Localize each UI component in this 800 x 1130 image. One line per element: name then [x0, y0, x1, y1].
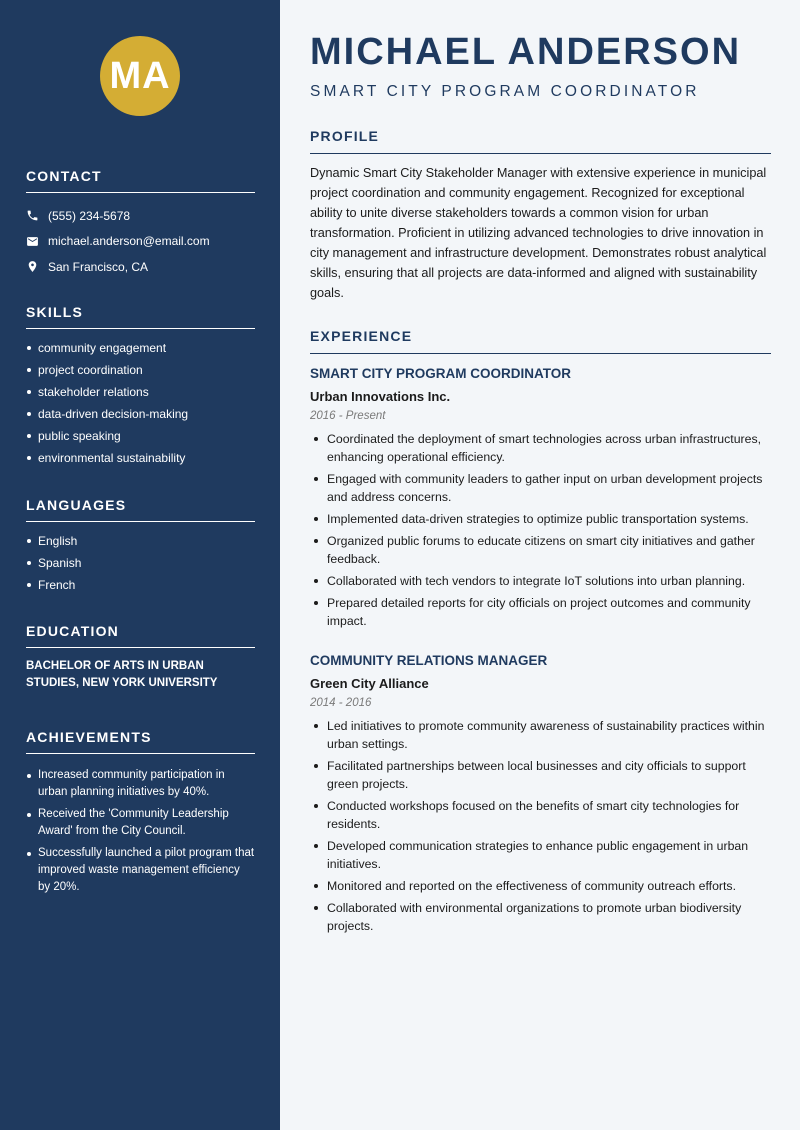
- experience-heading: EXPERIENCE: [310, 328, 771, 354]
- skill-item: environmental sustainability: [26, 448, 255, 470]
- contact-section: [26, 168, 255, 280]
- job-dates: 2014 - 2016: [310, 697, 372, 709]
- education-section: [26, 623, 255, 692]
- achievements-heading: ACHIEVEMENTS: [26, 729, 255, 754]
- job-bullet: Developed communication strategies to enhance public engagement in urban initiatives.: [310, 837, 771, 873]
- skill-item: stakeholder relations: [26, 382, 255, 404]
- job-bullet: Prepared detailed reports for city officials on project outcomes and community impact.: [310, 594, 771, 630]
- sidebar: [0, 0, 280, 1130]
- location-text: San Francisco, CA: [48, 259, 149, 274]
- contact-email: [26, 229, 255, 255]
- job-bullet: Conducted workshops focused on the benefits of smart city technologies for residents.: [310, 797, 771, 833]
- language-item: English: [26, 531, 255, 553]
- job-title: SMART CITY PROGRAM COORDINATOR: [310, 366, 572, 381]
- skill-item: project coordination: [26, 360, 255, 382]
- job-bullet: Facilitated partnerships between local businesses and city officials to support green projects.: [310, 757, 771, 793]
- achievements-section: [26, 729, 255, 901]
- job-company: Green City Alliance: [310, 676, 429, 691]
- candidate-name: MICHAEL ANDERSON: [310, 31, 742, 73]
- profile-heading: PROFILE: [310, 128, 771, 154]
- achievement-item: Increased community participation in urban planning initiatives by 40%.: [26, 767, 255, 801]
- job-dates: 2016 - Present: [310, 410, 386, 422]
- job-bullet: Organized public forums to educate citizens on smart city initiatives and gather feedback.: [310, 532, 771, 568]
- phone-icon: [26, 209, 39, 222]
- achievement-item: Received the 'Community Leadership Award' from the City Council.: [26, 806, 255, 840]
- phone-text: (555) 234-5678: [48, 208, 131, 223]
- avatar-initials: MA: [109, 54, 171, 97]
- job-bullet: Collaborated with environmental organizations to promote urban biodiversity projects.: [310, 899, 771, 935]
- job-bullet: Coordinated the deployment of smart technologies across urban infrastructures, enhancing operational efficiency.: [310, 430, 771, 466]
- achievement-item: Successfully launched a pilot program that improved waste management efficiency by 20%.: [26, 845, 255, 896]
- education-heading: EDUCATION: [26, 623, 255, 648]
- job-company: Urban Innovations Inc.: [310, 389, 451, 404]
- contact-location: [26, 254, 255, 280]
- avatar: [100, 36, 180, 116]
- email-icon: [26, 235, 39, 248]
- education-degree: BACHELOR OF ARTS IN URBAN STUDIES, NEW YORK UNIVERSITY: [26, 660, 218, 689]
- job-bullet: Collaborated with tech vendors to integrate IoT solutions into urban planning.: [310, 572, 771, 590]
- skill-item: community engagement: [26, 338, 255, 360]
- job-bullet: Engaged with community leaders to gather input on urban development projects and address concerns.: [310, 470, 771, 506]
- language-item: Spanish: [26, 553, 255, 575]
- skill-item: data-driven decision-making: [26, 404, 255, 426]
- job-entry: [310, 653, 771, 939]
- location-pin-icon: [26, 260, 39, 273]
- profile-text: Dynamic Smart City Stakeholder Manager with extensive experience in municipal project coordination and community engagement. Recognized for exceptional ability to unite diverse stakeholders towards a common vision for urban transformation. Proficient in utilizing advanced technologies to drive innovation in city management and infrastructure development. Demonstrates robust analytical skills, ensuring that all projects are data-informed and aligned with sustainability goals.: [310, 166, 767, 300]
- skills-section: [26, 304, 255, 470]
- contact-heading: CONTACT: [26, 168, 255, 193]
- job-entry: [310, 366, 771, 634]
- skill-item: public speaking: [26, 426, 255, 448]
- language-item: French: [26, 575, 255, 597]
- email-text: michael.anderson@email.com: [48, 234, 210, 249]
- languages-heading: LANGUAGES: [26, 497, 255, 522]
- job-bullet: Monitored and reported on the effectiveness of community outreach efforts.: [310, 877, 771, 895]
- job-title: COMMUNITY RELATIONS MANAGER: [310, 653, 548, 668]
- candidate-title: SMART CITY PROGRAM COORDINATOR: [310, 83, 700, 100]
- contact-phone: [26, 203, 255, 229]
- languages-section: [26, 497, 255, 597]
- job-bullet: Implemented data-driven strategies to optimize public transportation systems.: [310, 510, 771, 528]
- job-bullet: Led initiatives to promote community awareness of sustainability practices within urban settings.: [310, 717, 771, 753]
- skills-heading: SKILLS: [26, 304, 255, 329]
